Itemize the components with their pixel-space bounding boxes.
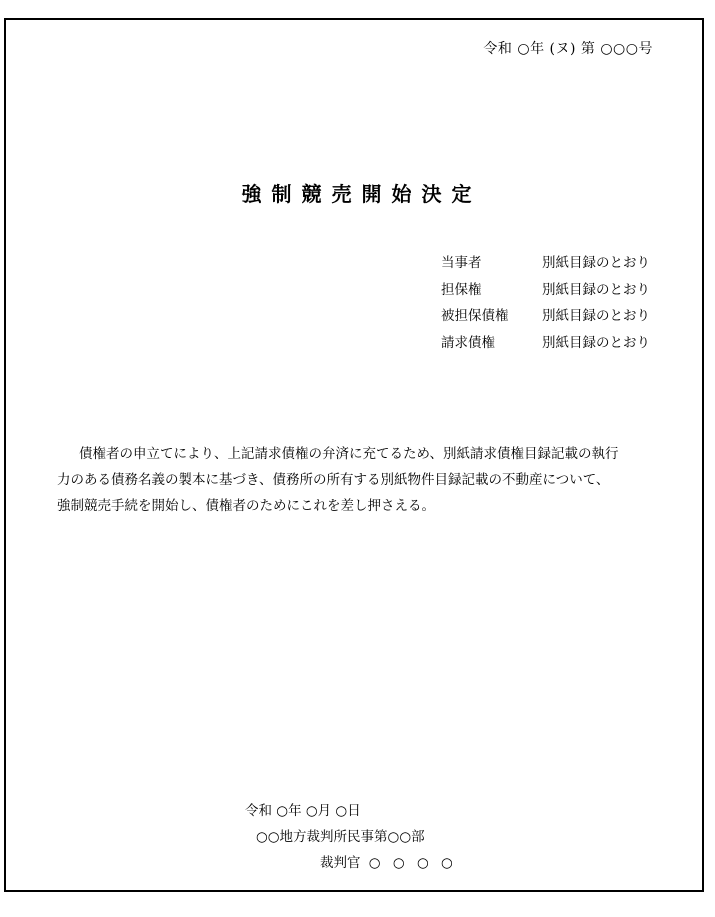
party-label: 担保権 [441, 281, 482, 298]
decision-text-line: 債権者の申立てにより、上記請求債権の弁済に充てるため、別紙請求債権目録記載の執行 [79, 446, 619, 462]
party-row-parties [441, 250, 650, 277]
issue-date: 令和 ○年 ○月 ○日 [245, 803, 361, 819]
party-row-claimed-right [441, 330, 650, 357]
party-value: 別紙目録のとおり [542, 281, 650, 298]
party-value: 別紙目録のとおり [542, 308, 650, 324]
party-label: 請求債権 [441, 334, 495, 351]
party-label: 被担保債権 [441, 308, 509, 324]
decision-text-line: 強制競売手続を開始し、債権者のためにこれを差し押さえる。 [57, 498, 435, 514]
parties-list [441, 250, 650, 356]
document-title: 強制競売開始決定 [241, 182, 482, 206]
party-row-secured-claim [441, 303, 650, 330]
judge-name: ○ ○ ○ ○ [368, 855, 457, 871]
party-value: 別紙目録のとおり [542, 255, 650, 271]
judge-signature [320, 851, 457, 871]
decision-text [57, 441, 657, 519]
decision-text-line: 力のある債務名義の製本に基づき、債務所の所有する別紙物件目録記載の不動産について、 [57, 472, 610, 488]
party-label: 当事者 [441, 255, 482, 271]
case-number: 令和 ○年 (ヌ) 第 ○○○号 [483, 41, 653, 57]
court-name: ○○地方裁判所民事第○○部 [256, 829, 425, 845]
party-row-security-right [441, 277, 650, 304]
judge-title: 裁判官 [320, 855, 361, 871]
party-value: 別紙目録のとおり [542, 334, 650, 351]
